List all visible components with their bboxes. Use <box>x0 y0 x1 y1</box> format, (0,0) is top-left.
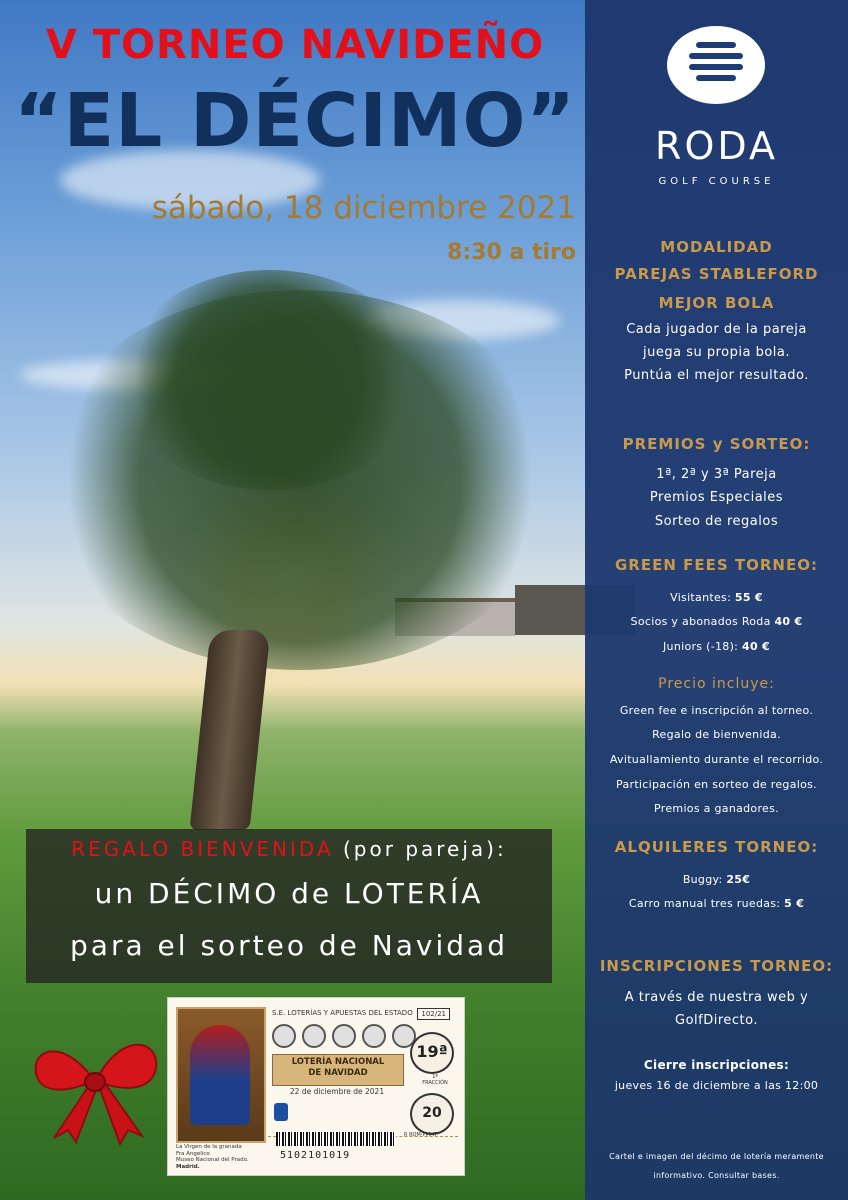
ticket-issuer: S.E. LOTERÍAS Y APUESTAS DEL ESTADO <box>272 1009 413 1017</box>
virgin-painting-icon <box>176 1007 266 1143</box>
green-fee-item: Socios y abonados Roda 40 € <box>630 615 803 628</box>
alquileres-heading: ALQUILERES TORNEO: <box>614 838 819 856</box>
lottery-ticket-image <box>167 997 465 1176</box>
green-fees-heading: GREEN FEES TORNEO: <box>615 556 818 574</box>
gift-label: REGALO BIENVENIDA (por pareja): <box>71 837 507 861</box>
event-title-line1: V TORNEO NAVIDEÑO <box>45 22 545 68</box>
precio-incluye-heading: Precio incluye: <box>658 676 775 692</box>
gift-banner <box>26 829 552 983</box>
info-panel <box>585 0 848 1200</box>
gift-line: para el sorteo de Navidad <box>70 929 508 962</box>
ticket-code: R ROM-PMMT <box>404 1132 438 1138</box>
modalidad-type: PAREJAS STABLEFORD <box>614 265 819 283</box>
gift-line: un DÉCIMO de LOTERÍA <box>94 877 484 910</box>
event-date: sábado, 18 diciembre 2021 <box>151 190 576 226</box>
ticket-caption: La Virgen de la granada Fra Angelico Museo Nacional del Prado. Madrid. <box>176 1144 249 1170</box>
ticket-number: 102/21 <box>417 1008 450 1020</box>
inscripciones-heading: INSCRIPCIONES TORNEO: <box>599 957 834 975</box>
tree-trunk <box>189 630 270 830</box>
disclaimer-line: informativo. Consultar bases. <box>653 1171 780 1180</box>
inscripciones-line: GolfDirecto. <box>675 1013 758 1028</box>
event-title-line2: “EL DÉCIMO” <box>13 78 577 164</box>
modalidad-format: MEJOR BOLA <box>658 294 775 312</box>
precio-incluye-line: Premios a ganadores. <box>654 802 779 815</box>
precio-incluye-line: Green fee e inscripción al torneo. <box>619 704 814 717</box>
alquiler-item: Carro manual tres ruedas: 5 € <box>628 897 805 910</box>
green-fee-item: Juniors (-18): 40 € <box>663 640 770 653</box>
modalidad-heading: MODALIDAD <box>660 238 773 256</box>
premios-line: 1ª, 2ª y 3ª Pareja <box>656 467 777 482</box>
modalidad-line: Cada jugador de la pareja <box>626 322 807 337</box>
inscripciones-line: A través de nuestra web y <box>624 990 809 1005</box>
green-fee-item: Visitantes: 55 € <box>670 591 763 604</box>
premios-line: Premios Especiales <box>649 490 784 505</box>
ticket-coins <box>272 1024 416 1048</box>
cierre-value: jueves 16 de diciembre a las 12:00 <box>614 1079 819 1092</box>
barcode-icon <box>276 1132 396 1146</box>
precio-incluye-line: Participación en sorteo de regalos. <box>616 778 817 791</box>
stamp-icon <box>274 1103 288 1121</box>
premios-line: Sorteo de regalos <box>654 514 779 529</box>
ticket-serial: 5102101019 <box>280 1150 351 1161</box>
red-bow-icon <box>24 1018 164 1148</box>
ticket-draw-date: 22 de diciembre de 2021 <box>289 1087 385 1096</box>
premios-heading: PREMIOS y SORTEO: <box>622 435 811 453</box>
cierre-label: Cierre inscripciones: <box>643 1058 790 1072</box>
roda-logo-icon <box>667 26 765 104</box>
brand-name: RODA <box>655 124 778 168</box>
brand-subtitle: GOLF COURSE <box>658 176 775 187</box>
ticket-title-box: LOTERÍA NACIONAL DE NAVIDAD <box>272 1054 404 1086</box>
modalidad-line: Puntúa el mejor resultado. <box>624 368 809 383</box>
precio-incluye-line: Regalo de bienvenida. <box>652 728 781 741</box>
disclaimer-line: Cartel e imagen del décimo de lotería meramente <box>609 1152 824 1161</box>
ticket-price: 20 <box>410 1093 454 1135</box>
precio-incluye-line: Avituallamiento durante el recorrido. <box>609 753 824 766</box>
tree-crown <box>120 270 420 490</box>
alquiler-item: Buggy: 25€ <box>682 873 751 886</box>
ticket-serie: 19ª <box>410 1032 454 1074</box>
ticket-fraccion: 1ª FRACCIÓN <box>422 1074 448 1086</box>
event-time: 8:30 a tiro <box>447 240 576 265</box>
modalidad-line: juega su propia bola. <box>643 345 790 360</box>
